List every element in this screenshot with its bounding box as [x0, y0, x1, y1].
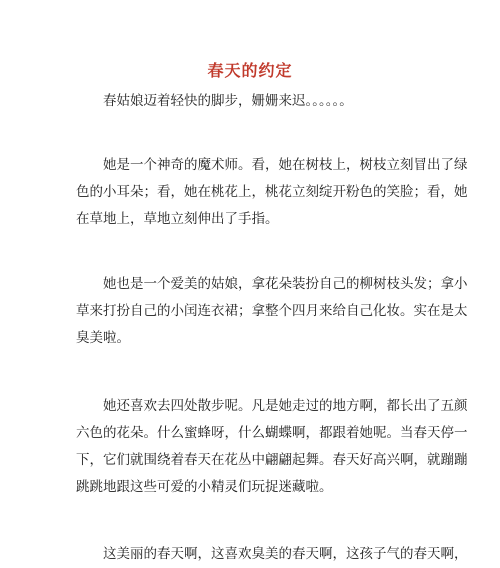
- paragraph-line: 色的小耳朵；看，她在桃花上，桃花立刻绽开粉色的笑脸；看，她: [76, 184, 468, 200]
- document-title: 春天的约定: [207, 61, 293, 80]
- paragraph-5: [76, 541, 468, 568]
- paragraph-line: 她是一个神奇的魔术师。看，她在树枝上，树枝立刻冒出了绿: [76, 157, 468, 173]
- paragraph-1: [76, 88, 426, 115]
- paragraph-line: 下，它们就围绕着春天在花丛中翩翩起舞。春天好高兴啊，就蹦蹦: [76, 452, 468, 468]
- paragraph-line: 跳跳地跟这些可爱的小精灵们玩捉迷藏啦。: [76, 479, 333, 495]
- paragraph-line: 她也是一个爱美的姑娘，拿花朵装扮自己的柳树枝头发；拿小: [76, 276, 468, 292]
- paragraph-line: 春姑娘迈着轻快的脚步，姗姗来迟。。。。。。: [76, 93, 353, 109]
- paragraph-line: 这美丽的春天啊，这喜欢臭美的春天啊，这孩子气的春天啊，: [76, 546, 468, 562]
- paragraph-3: [76, 271, 468, 352]
- paragraph-4: [76, 393, 468, 501]
- paragraph-line: 草来打扮自己的小闰连衣裙；拿整个四月来给自己化妆。实在是太: [76, 303, 468, 319]
- paragraph-line: 六色的花朵。什么蜜蜂呀，什么蝴蝶啊，都跟着她呢。当春天停一: [76, 425, 468, 441]
- paragraph-line: 她还喜欢去四处散步呢。凡是她走过的地方啊，都长出了五颜: [76, 398, 468, 414]
- paragraph-2: [76, 152, 468, 233]
- paragraph-line: 在草地上，草地立刻伸出了手指。: [76, 211, 279, 227]
- paragraph-line: 臭美啦。: [76, 330, 130, 346]
